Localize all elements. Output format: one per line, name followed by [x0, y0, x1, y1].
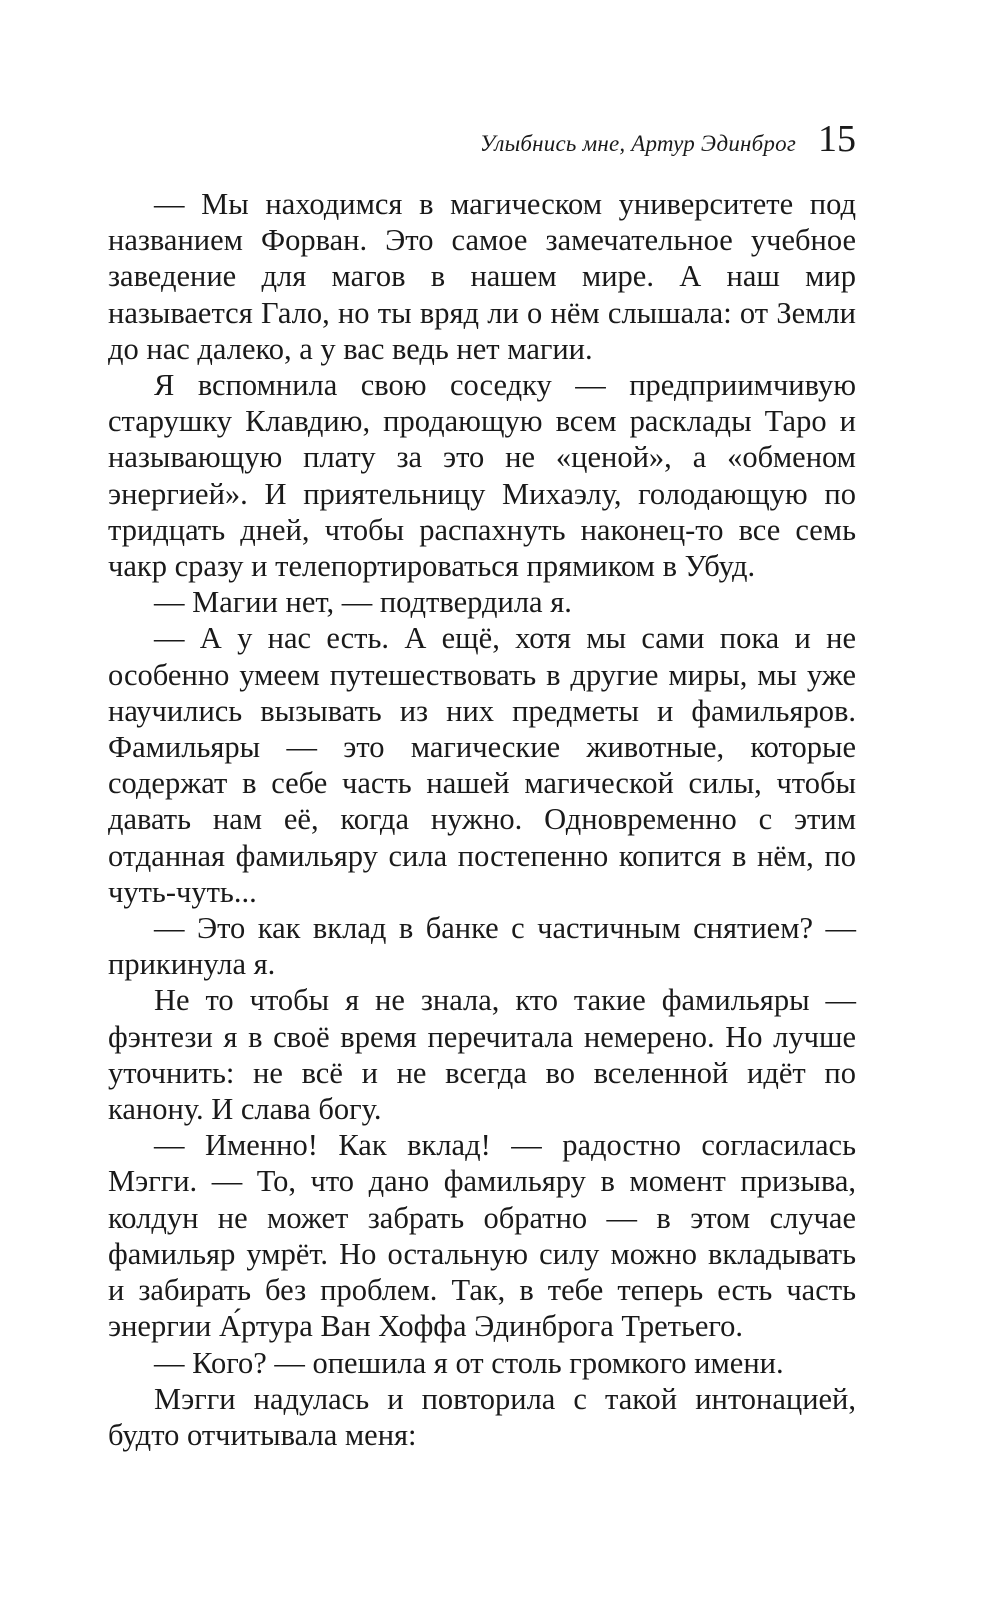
running-title: Улыбнись мне, Артур Эдинброг — [479, 131, 796, 156]
paragraph: — Именно! Как вклад! — радостно согласилась Мэгги. — То, что дано фамильяру в момент призыва, колдун не может забрать обратно — в этом случае фамильяр умрёт. Но остальную силу можно вкладывать и забирать без проблем. Так, в тебе теперь есть часть энергии А́ртура Ван Хоффа Эдинброга Третьего. — [108, 1128, 856, 1344]
running-header — [108, 120, 856, 172]
book-page — [108, 120, 856, 1520]
paragraph: — Магии нет, — подтвердила я. — [154, 585, 572, 620]
paragraph: — Мы находимся в магическом университете под названием Форван. Это самое замечательное учебное заведение для магов в нашем мире. А наш мир называется Гало, но ты вряд ли о нём слышала: от Земли до нас далеко, а у вас ведь нет магии. — [108, 187, 856, 366]
paragraph: Я вспомнила свою соседку — предприимчивую старушку Клавдию, продающую всем расклады Таро и называющую плату за это не «ценой», а «обменом энергией». И приятельницу Михаэлу, голодающую по тридцать дней, чтобы распахнуть наконец-то все семь чакр сразу и телепортироваться прямиком в Убуд. — [108, 368, 856, 584]
page-number: 15 — [818, 118, 856, 160]
body-text — [108, 186, 856, 1453]
paragraph: Не то чтобы я не знала, кто такие фамильяры — фэнтези я в своё время перечитала немерено. Но лучше уточнить: не всё и не всегда во вселенной идёт по канону. И слава богу. — [108, 983, 856, 1127]
paragraph: — Это как вклад в банке с частичным снятием? — прикинула я. — [108, 911, 856, 982]
paragraph: — А у нас есть. А ещё, хотя мы сами пока и не особенно умеем путешествовать в другие миры, мы уже научились вызывать из них предметы и фамильяров. Фамильяры — это магические животные, которые содержат в себе часть нашей магической силы, чтобы давать нам её, когда нужно. Одновременно с этим отданная фамильяру сила постепенно копится в нём, по чуть-чуть... — [108, 621, 856, 909]
paragraph: Мэгги надулась и повторила с такой интонацией, будто отчитывала меня: — [108, 1381, 856, 1452]
paragraph: — Кого? — опешила я от столь громкого имени. — [154, 1345, 784, 1380]
